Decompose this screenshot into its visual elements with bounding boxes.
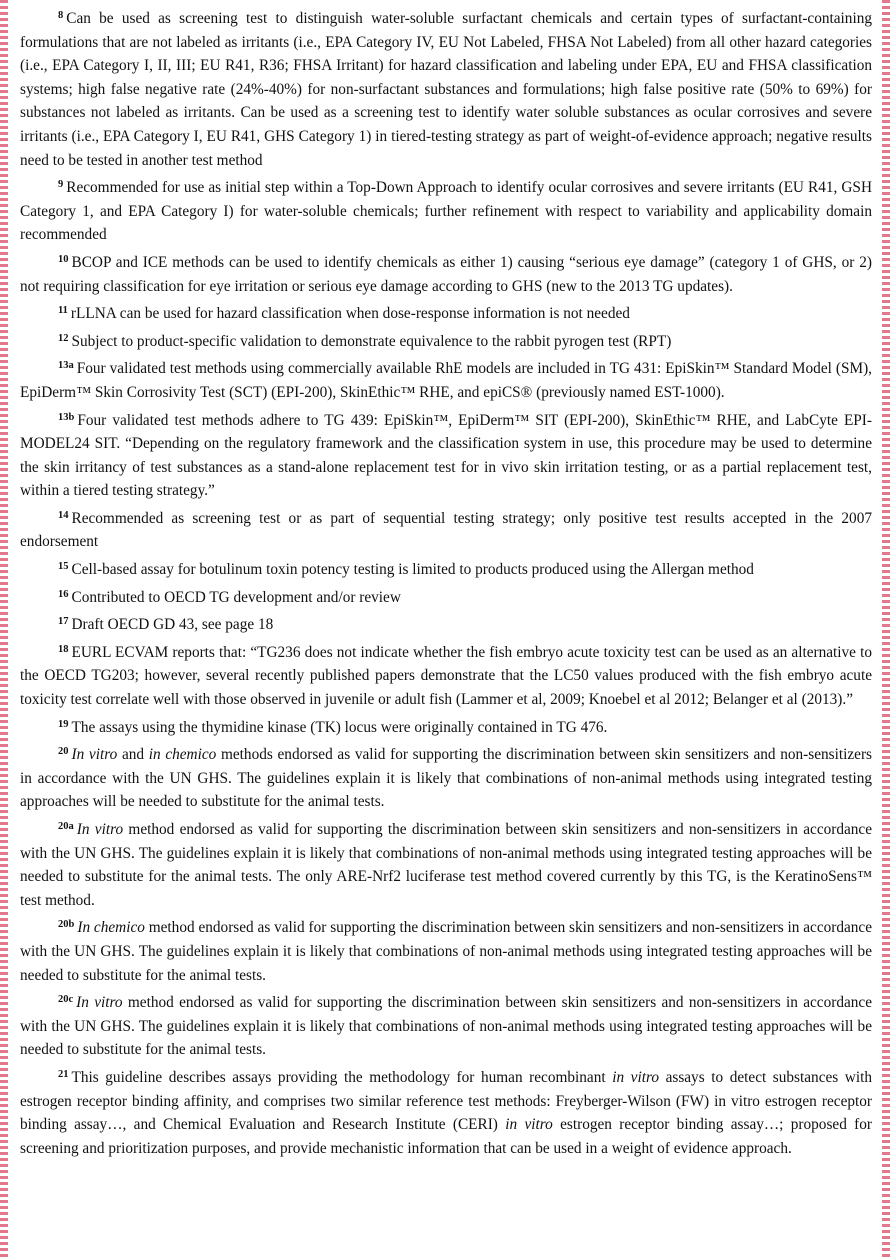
footnote-12 <box>20 330 872 354</box>
footnote-text: BCOP and ICE methods can be used to identify chemicals as either 1) causing “serious eye damage” (category 1 of GHS, or 2) not requiring classification for eye irritation or serious eye damage according to GHS (new to the 2013 TG updates). <box>20 253 872 295</box>
footnote-text: assays to detect substances with estrogen receptor binding affinity, and comprises two similar reference test methods: Freyberger-Wilson (FW) in vitro estrogen receptor binding assay…, and Chemical Evaluation and Research Institute (CERI) <box>20 1068 872 1134</box>
footnote-text: The assays using the thymidine kinase (TK) locus were originally contained in TG 476. <box>71 718 608 736</box>
footnote-20c <box>20 991 872 1062</box>
footnote-19 <box>20 716 872 740</box>
footnote-italic-text: In vitro <box>76 994 123 1012</box>
footnote-text: methods endorsed as valid for supporting the discrimination between skin sensitizers and non-sensitizers in accordance with the UN GHS. The guidelines explain it is likely that combinations of non-animal methods using integrated testing approaches will be needed to substitute for the animal tests. <box>20 746 872 811</box>
footnote-10 <box>20 251 872 298</box>
footnote-20 <box>20 743 872 814</box>
footnote-italic-text: In chemico <box>77 919 145 937</box>
footnote-16 <box>20 586 872 610</box>
footnote-marker: 18 <box>58 643 69 655</box>
footnote-21 <box>20 1066 872 1160</box>
footnote-marker: 8 <box>58 10 64 21</box>
footnote-8 <box>20 7 872 172</box>
footnote-marker: 14 <box>58 509 69 521</box>
footnote-text: estrogen receptor binding assay…; proposed for screening and prioritization purposes, and provide mechanistic information that can be used in a weight of evidence approach. <box>20 1116 872 1157</box>
footnote-text: Can be used as screening test to distinguish water-soluble surfactant chemicals and certain types of surfactant-containing formulations that are not labeled as irritants (i.e., EPA Category IV, EU Not Labeled, FHSA Not Labeled) from all other hazard categories (i.e., EPA Category I, II, III; EU R41, R36; FHSA Irritant) for hazard classification and labeling under EPA, EU and FHSA classification systems; high false negative rate (24%-40%) for non-surfactant substances and formulations; high false positive rate (50% to 69%) for substances not labeled as irritants. Can be used as a screening test to identify water soluble substances as ocular corrosives and severe irritants (i.e., EPA Category I, EU R41, GHS Category 1) in tiered-testing strategy as part of weight-of-evidence approach; negative results need to be tested in another test method <box>20 10 872 169</box>
footnote-italic-text: in chemico <box>148 746 217 764</box>
footnote-marker: 16 <box>58 588 69 600</box>
footnote-italic-text: In vitro <box>76 821 124 838</box>
footnote-marker: 10 <box>58 253 69 265</box>
footnotes-section <box>20 7 872 1164</box>
footnote-15 <box>20 558 872 582</box>
footnote-13b <box>20 409 872 503</box>
footnote-marker: 15 <box>58 561 69 573</box>
footnote-marker: 13b <box>58 411 75 423</box>
footnote-text: rLLNA can be used for hazard classification when dose-response information is not needed <box>70 305 630 323</box>
footnote-13a <box>20 357 872 404</box>
footnote-italic-text: in vitro <box>612 1068 659 1086</box>
footnote-text: This guideline describes assays providing the methodology for human recombinant <box>71 1068 613 1086</box>
footnote-italic-text: in vitro <box>505 1116 553 1134</box>
footnote-marker: 13a <box>58 360 74 372</box>
footnote-text: method endorsed as valid for supporting the discrimination between skin sensitizers and non-sensitizers in accordance with the UN GHS. The guidelines explain it is likely that combinations of non-animal methods using integrated testing approaches will be needed to substitute for the animal tests. <box>20 994 873 1059</box>
footnote-text: Draft OECD GD 43, see page 18 <box>71 616 274 634</box>
footnote-17 <box>20 613 872 637</box>
footnote-text: and <box>117 746 149 764</box>
footnote-text: Subject to product-specific validation to demonstrate equivalence to the rabbit pyrogen test (RPT) <box>71 332 672 350</box>
footnote-9 <box>20 176 872 247</box>
page-border-right <box>882 0 890 1259</box>
footnote-marker: 12 <box>58 332 69 344</box>
footnote-text: Four validated test methods adhere to TG 439: EpiSkin™, EpiDerm™ SIT (EPI-200), SkinEthic™ RHE, and LabCyte EPI-MODEL24 SIT. “Depending on the regulatory framework and the classification system in use, this procedure may be used to determine the skin irritancy of test substances as a stand-alone replacement test for in vivo skin irritation testing, or as a partial replacement test, within a tiered testing strategy.” <box>20 411 872 500</box>
footnote-text: Recommended as screening test or as part of sequential testing strategy; only positive test results accepted in the 2007 endorsement <box>20 509 872 551</box>
footnote-marker: 20b <box>58 919 75 931</box>
footnote-20a <box>20 818 872 912</box>
footnote-marker: 17 <box>58 616 69 628</box>
footnote-18 <box>20 641 872 712</box>
footnote-marker: 20a <box>58 821 74 832</box>
footnote-marker: 19 <box>58 718 69 730</box>
footnote-11 <box>20 302 872 326</box>
footnote-marker: 11 <box>58 305 68 317</box>
footnote-text: Recommended for use as initial step within a Top-Down Approach to identify ocular corrosives and severe irritants (EU R41, GSH Category 1, and EPA Category I) for water-soluble chemicals; further refinement with respect to variability and applicability domain recommended <box>20 179 872 244</box>
footnote-italic-text: In vitro <box>71 746 118 764</box>
footnote-text: EURL ECVAM reports that: “TG236 does not indicate whether the fish embryo acute toxicity test can be used as an alternative to the OECD TG203; however, several recently published papers demonstrate that the LC50 values produced with the fish embryo acute toxicity test correlate well with those observed in juvenile or adult fish (Lammer et al, 2009; Knoebel et al 2012; Belanger et al (2013).” <box>20 643 872 709</box>
footnote-14 <box>20 507 872 554</box>
footnote-marker: 20 <box>58 746 69 758</box>
footnote-text: Cell-based assay for botulinum toxin potency testing is limited to products produced using the Allergan method <box>71 561 754 579</box>
footnote-marker: 21 <box>58 1068 69 1080</box>
footnote-text: Four validated test methods using commercially available RhE models are included in TG 431: EpiSkin™ Standard Model (SM), EpiDerm™ Skin Corrosivity Test (SCT) (EPI-200), SkinEthic™ RHE, and epiCS® (previously named EST-1000). <box>20 360 872 401</box>
footnote-marker: 20c <box>58 994 74 1006</box>
footnote-text: method endorsed as valid for supporting the discrimination between skin sensitizers and non-sensitizers in accordance with the UN GHS. The guidelines explain it is likely that combinations of non-animal methods using integrated testing approaches will be needed to substitute for the animal tests. <box>20 919 873 984</box>
page-border-left <box>0 0 8 1259</box>
footnote-marker: 9 <box>58 179 64 191</box>
footnote-text: method endorsed as valid for supporting the discrimination between skin sensitizers and non-sensitizers in accordance with the UN GHS. The guidelines explain it is likely that combinations of non-animal methods using integrated testing approaches will be needed to substitute for the animal tests. The only ARE-Nrf2 luciferase test method covered currently by this TG, is the KeratinoSens™ test method. <box>20 821 873 909</box>
footnote-20b <box>20 916 872 987</box>
footnote-text: Contributed to OECD TG development and/or review <box>71 588 401 606</box>
